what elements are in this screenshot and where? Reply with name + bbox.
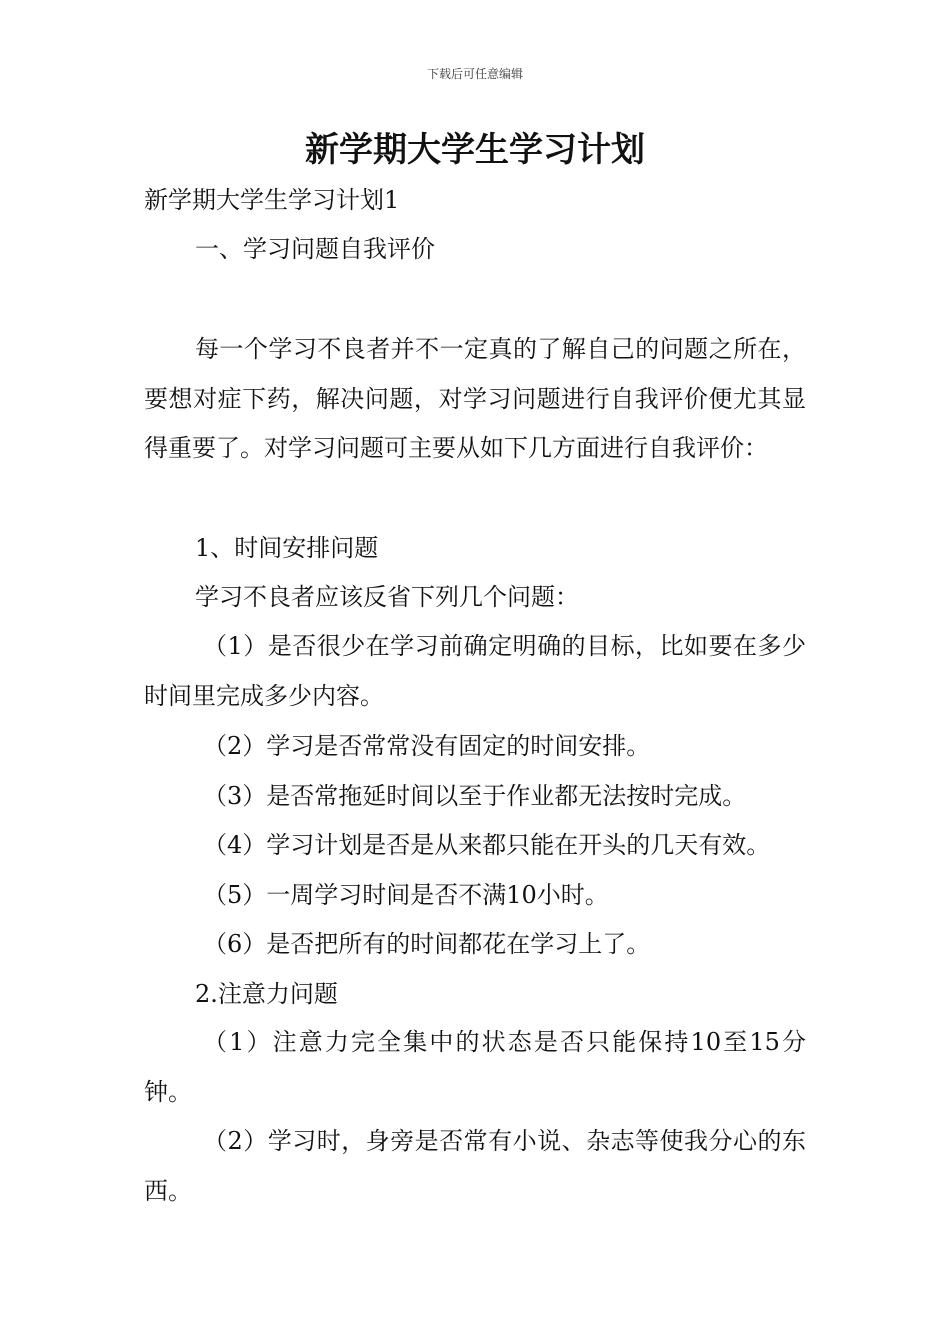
list-item: （2）学习是否常常没有固定的时间安排。 <box>203 732 651 760</box>
subsection-lead-text: 学习不良者应该反省下列几个问题： <box>195 583 579 611</box>
header-note: 下载后可任意编辑 <box>426 67 523 81</box>
intro-paragraph: 每一个学习不良者并不一定真的了解自己的问题之所在，要想对症下药，解决问题，对学习问题进行自我评价便尤其显得重要了。对学习问题可主要从如下几方面进行自我评价： <box>144 335 806 462</box>
subsection-heading-attention: 2.注意力问题 <box>195 980 338 1008</box>
document-title: 新学期大学生学习计划 <box>305 130 645 170</box>
list-item: （2）学习时，身旁是否常有小说、杂志等使我分心的东西。 <box>144 1127 806 1205</box>
list-item: （1）是否很少在学习前确定明确的目标，比如要在多少时间里完成多少内容。 <box>144 632 806 710</box>
section-heading-self-evaluation: 一、学习问题自我评价 <box>195 235 435 263</box>
subsection-heading-time-management: 1、时间安排问题 <box>195 534 379 562</box>
list-item: （5）一周学习时间是否不满10小时。 <box>203 881 609 909</box>
list-item: （3）是否常拖延时间以至于作业都无法按时完成。 <box>203 782 747 810</box>
document-subtitle: 新学期大学生学习计划1 <box>144 186 400 214</box>
list-item: （4）学习计划是否是从来都只能在开头的几天有效。 <box>203 831 771 859</box>
list-item: （1）注意力完全集中的状态是否只能保持10至15分钟。 <box>144 1028 806 1106</box>
list-item: （6）是否把所有的时间都花在学习上了。 <box>203 930 651 958</box>
